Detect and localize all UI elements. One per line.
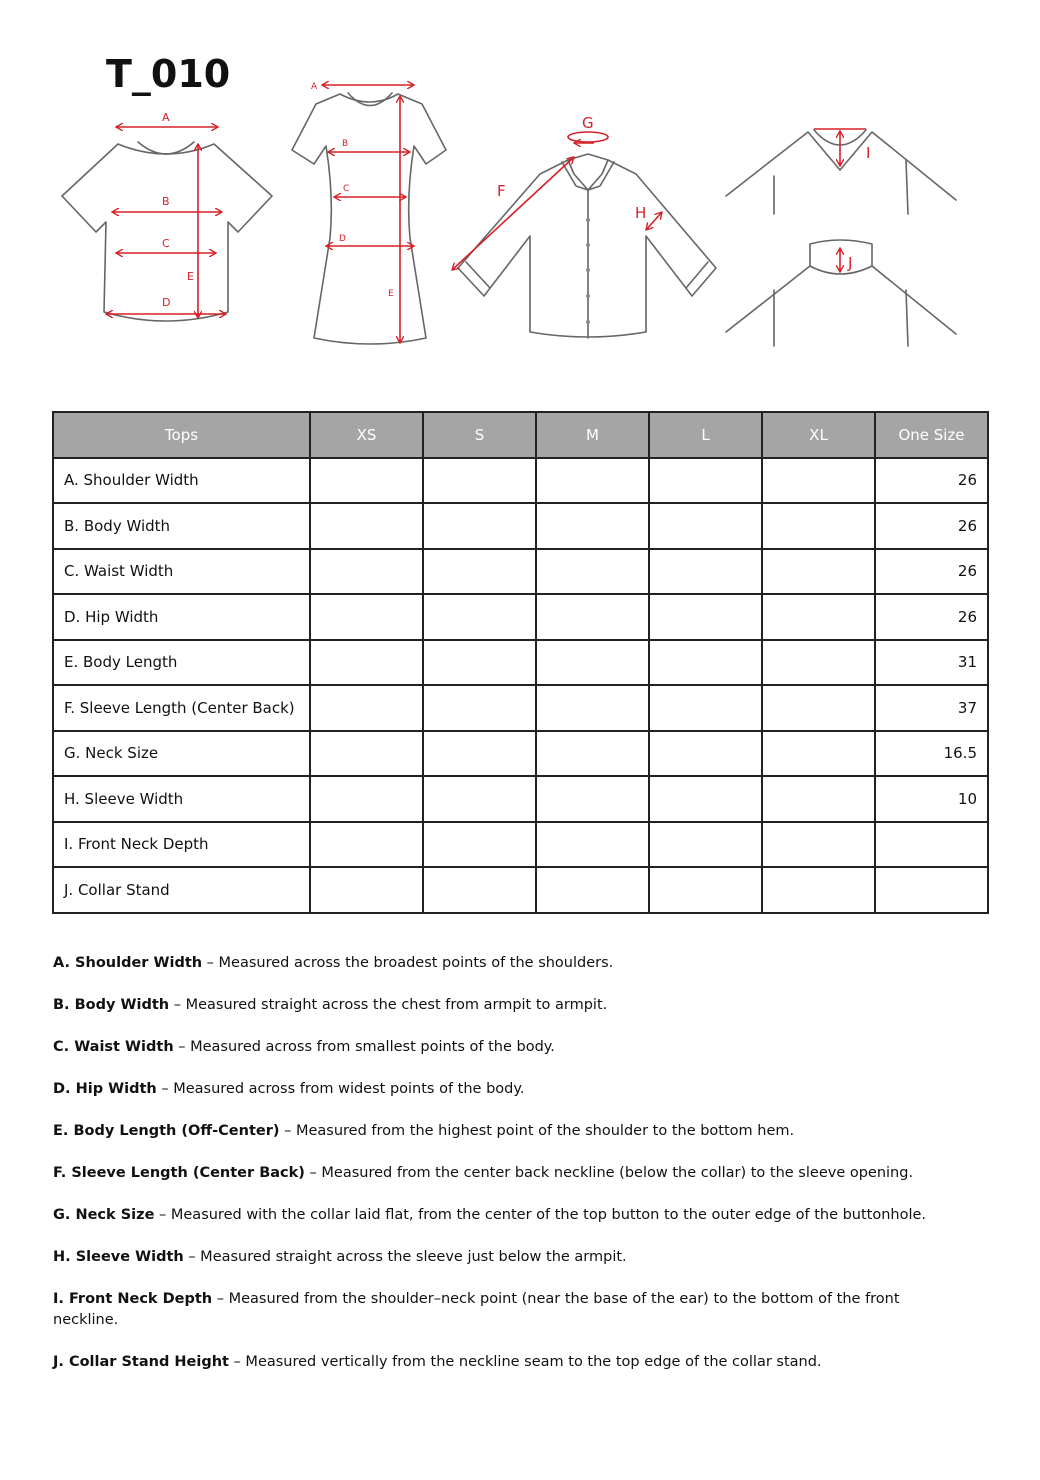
cell-s — [423, 867, 536, 913]
note-item — [53, 1079, 933, 1100]
table-row — [53, 549, 988, 595]
label-g: G — [582, 114, 594, 132]
cell-xs — [310, 640, 423, 686]
label-f: F — [497, 182, 506, 200]
note-text: – Measured straight across the chest from armpit to armpit. — [169, 997, 608, 1013]
cell-xl — [762, 640, 875, 686]
tshirt-illustration — [62, 111, 272, 321]
label-c: C — [162, 237, 170, 250]
note-text: – Measured straight across the sleeve just below the armpit. — [183, 1249, 627, 1265]
neck-depth-illustration — [726, 129, 956, 214]
note-text: – Measured across the broadest points of the shoulders. — [202, 955, 614, 971]
cell-m — [536, 776, 649, 822]
note-text: – Measured from the center back neckline (below the collar) to the sleeve opening. — [304, 1165, 914, 1181]
cell-xl — [762, 776, 875, 822]
cell-m — [536, 822, 649, 868]
note-term: B. Body Width — [53, 997, 170, 1013]
table-row — [53, 731, 988, 777]
row-label: G. Neck Size — [53, 731, 310, 777]
cell-l — [649, 503, 762, 549]
cell-xs — [310, 503, 423, 549]
col-header-m: M — [536, 412, 649, 458]
cell-l — [649, 822, 762, 868]
cell-one-size: 10 — [875, 776, 988, 822]
cell-xs — [310, 458, 423, 504]
cell-xs — [310, 549, 423, 595]
row-label: J. Collar Stand — [53, 867, 310, 913]
cell-xl — [762, 867, 875, 913]
note-item — [53, 1163, 933, 1184]
cell-one-size: 31 — [875, 640, 988, 686]
row-label: F. Sleeve Length (Center Back) — [53, 685, 310, 731]
note-text: – Measured from the shoulder–neck point (near the base of the ear) to the bottom of the front neckline. — [53, 1291, 900, 1328]
cell-m — [536, 685, 649, 731]
note-text: – Measured vertically from the neckline seam to the top edge of the collar stand. — [228, 1354, 822, 1370]
cell-xl — [762, 731, 875, 777]
note-text: – Measured across from smallest points of the body. — [173, 1039, 555, 1055]
row-label: C. Waist Width — [53, 549, 310, 595]
cell-s — [423, 640, 536, 686]
note-term: H. Sleeve Width — [53, 1249, 184, 1265]
label-j: J — [848, 254, 853, 272]
cell-one-size: 16.5 — [875, 731, 988, 777]
row-label: H. Sleeve Width — [53, 776, 310, 822]
note-item — [53, 1352, 933, 1373]
note-text: – Measured across from widest points of the body. — [156, 1081, 525, 1097]
cell-s — [423, 594, 536, 640]
cell-xs — [310, 822, 423, 868]
cell-s — [423, 776, 536, 822]
cell-l — [649, 731, 762, 777]
cell-xl — [762, 822, 875, 868]
cell-m — [536, 640, 649, 686]
note-term: D. Hip Width — [53, 1081, 157, 1097]
note-item — [53, 1205, 933, 1226]
cell-m — [536, 503, 649, 549]
table-row — [53, 867, 988, 913]
label-e-dress: E — [388, 289, 394, 299]
table-row — [53, 685, 988, 731]
cell-l — [649, 776, 762, 822]
note-item — [53, 953, 933, 974]
col-header-l: L — [649, 412, 762, 458]
table-row — [53, 776, 988, 822]
cell-s — [423, 503, 536, 549]
cell-xl — [762, 594, 875, 640]
note-text: – Measured with the collar laid flat, from the center of the top button to the outer edge of the buttonhole. — [154, 1207, 927, 1223]
cell-one-size: 26 — [875, 594, 988, 640]
label-h: H — [635, 204, 647, 222]
cell-l — [649, 640, 762, 686]
note-term: A. Shoulder Width — [53, 955, 203, 971]
shirt-illustration — [452, 114, 716, 338]
cell-s — [423, 685, 536, 731]
cell-m — [536, 549, 649, 595]
note-item — [53, 1247, 933, 1268]
note-term: E. Body Length (Off-Center) — [53, 1123, 280, 1139]
note-term: I. Front Neck Depth — [53, 1291, 213, 1307]
size-table — [52, 411, 989, 914]
note-item — [53, 1037, 933, 1058]
note-term: F. Sleeve Length (Center Back) — [53, 1165, 305, 1181]
cell-one-size — [875, 867, 988, 913]
cell-one-size: 26 — [875, 549, 988, 595]
cell-one-size: 37 — [875, 685, 988, 731]
dress-illustration — [292, 82, 446, 344]
cell-xs — [310, 594, 423, 640]
row-label: B. Body Width — [53, 503, 310, 549]
note-term: C. Waist Width — [53, 1039, 174, 1055]
label-e: E — [187, 270, 194, 283]
note-item — [53, 1289, 933, 1331]
measurement-illustrations — [0, 0, 1040, 380]
label-d: D — [162, 296, 171, 309]
table-row — [53, 503, 988, 549]
note-term: G. Neck Size — [53, 1207, 155, 1223]
col-header-xs: XS — [310, 412, 423, 458]
table-row — [53, 594, 988, 640]
label-d-dress: D — [339, 234, 346, 244]
note-item — [53, 1121, 933, 1142]
cell-xl — [762, 458, 875, 504]
cell-xs — [310, 867, 423, 913]
cell-xs — [310, 685, 423, 731]
table-row — [53, 458, 988, 504]
label-i: I — [866, 144, 871, 162]
cell-xs — [310, 776, 423, 822]
table-header-row — [53, 412, 988, 458]
cell-l — [649, 549, 762, 595]
collar-stand-illustration — [726, 240, 956, 346]
note-item — [53, 995, 933, 1016]
col-header-tops: Tops — [53, 412, 310, 458]
cell-xl — [762, 549, 875, 595]
cell-l — [649, 867, 762, 913]
cell-one-size — [875, 822, 988, 868]
page-title: T_010 — [106, 52, 231, 96]
col-header-one-size: One Size — [875, 412, 988, 458]
label-c-dress: C — [343, 184, 350, 194]
row-label: E. Body Length — [53, 640, 310, 686]
cell-one-size: 26 — [875, 458, 988, 504]
cell-m — [536, 867, 649, 913]
cell-s — [423, 822, 536, 868]
cell-s — [423, 731, 536, 777]
cell-s — [423, 549, 536, 595]
table-row — [53, 640, 988, 686]
cell-one-size: 26 — [875, 503, 988, 549]
cell-m — [536, 731, 649, 777]
cell-l — [649, 458, 762, 504]
cell-l — [649, 685, 762, 731]
row-label: D. Hip Width — [53, 594, 310, 640]
col-header-xl: XL — [762, 412, 875, 458]
note-text: – Measured from the highest point of the shoulder to the bottom hem. — [279, 1123, 795, 1139]
cell-m — [536, 594, 649, 640]
cell-xs — [310, 731, 423, 777]
cell-xl — [762, 503, 875, 549]
label-a-dress: A — [311, 82, 318, 92]
cell-l — [649, 594, 762, 640]
cell-m — [536, 458, 649, 504]
table-row — [53, 822, 988, 868]
row-label: A. Shoulder Width — [53, 458, 310, 504]
label-b-dress: B — [342, 139, 349, 149]
col-header-s: S — [423, 412, 536, 458]
label-b: B — [162, 195, 170, 208]
row-label: I. Front Neck Depth — [53, 822, 310, 868]
note-term: J. Collar Stand Height — [53, 1354, 229, 1370]
cell-xl — [762, 685, 875, 731]
cell-s — [423, 458, 536, 504]
label-a: A — [162, 111, 170, 124]
